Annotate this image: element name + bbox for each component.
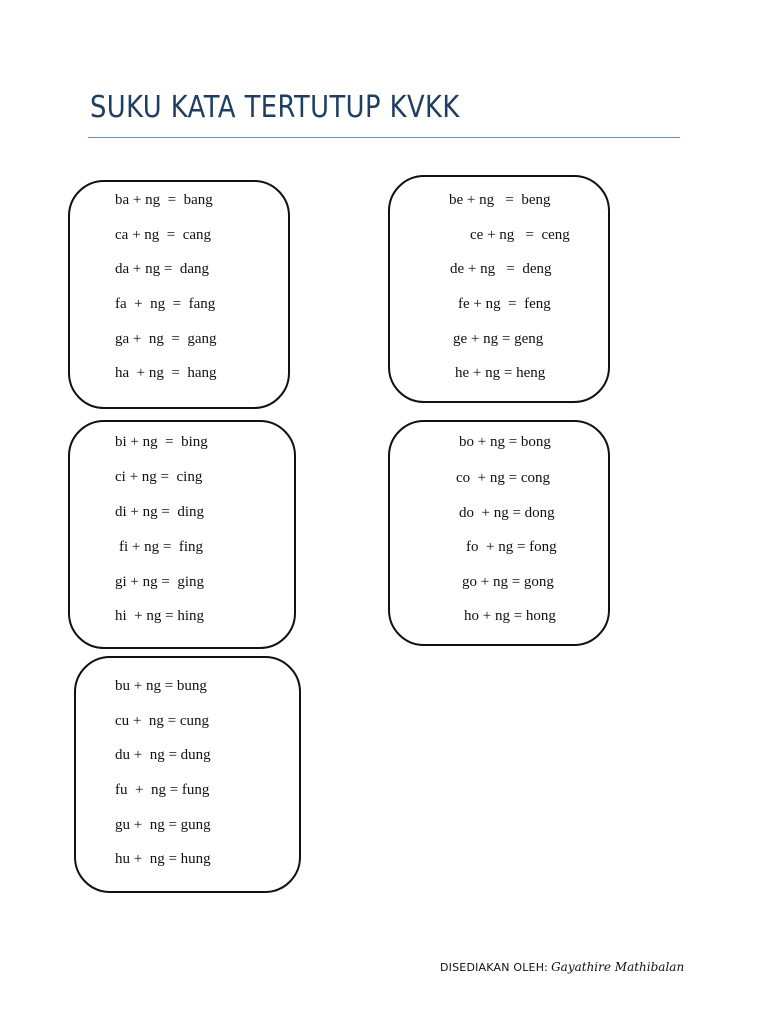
syllable-line: cu + ng = cung <box>115 713 209 729</box>
syllable-line: fi + ng = fing <box>119 539 203 555</box>
syllable-line: fa + ng = fang <box>115 296 216 312</box>
syllable-line: du + ng = dung <box>115 747 211 763</box>
syllable-line: gu + ng = gung <box>115 817 211 833</box>
syllable-line: ge + ng = geng <box>453 331 544 347</box>
syllable-line: ca + ng = cang <box>115 227 212 243</box>
footer-credit <box>440 960 684 975</box>
syllable-line: fo + ng = fong <box>466 539 557 555</box>
syllable-line: hi + ng = hing <box>115 608 205 624</box>
page-title: SUKU KATA TERTUTUP KVKK <box>90 90 460 125</box>
syllable-line: do + ng = dong <box>459 505 555 521</box>
syllable-line: ce + ng = ceng <box>470 227 570 243</box>
syllable-line: go + ng = gong <box>462 574 554 590</box>
syllable-line: fu + ng = fung <box>115 782 210 798</box>
syllable-line: di + ng = ding <box>115 504 205 520</box>
title-divider <box>88 137 680 138</box>
syllable-line: co + ng = cong <box>456 470 550 486</box>
syllable-line: ho + ng = hong <box>464 608 556 624</box>
syllable-line: be + ng = beng <box>449 192 551 208</box>
syllable-line: ha + ng = hang <box>115 365 217 381</box>
syllable-line: bi + ng = bing <box>115 434 208 450</box>
syllable-line: da + ng = dang <box>115 261 209 277</box>
syllable-line: de + ng = deng <box>450 261 552 277</box>
syllable-line: gi + ng = ging <box>115 574 205 590</box>
syllable-line: ga + ng = gang <box>115 331 217 347</box>
author-name: Gayathire Mathibalan <box>551 960 685 974</box>
syllable-line: bo + ng = bong <box>459 434 551 450</box>
syllable-line: ba + ng = bang <box>115 192 213 208</box>
syllable-line: he + ng = heng <box>455 365 546 381</box>
footer-label: DISEDIAKAN OLEH: <box>440 961 549 974</box>
syllable-line: hu + ng = hung <box>115 851 211 867</box>
syllable-line: ci + ng = cing <box>115 469 203 485</box>
syllable-line: bu + ng = bung <box>115 678 207 694</box>
syllable-line: fe + ng = feng <box>458 296 551 312</box>
